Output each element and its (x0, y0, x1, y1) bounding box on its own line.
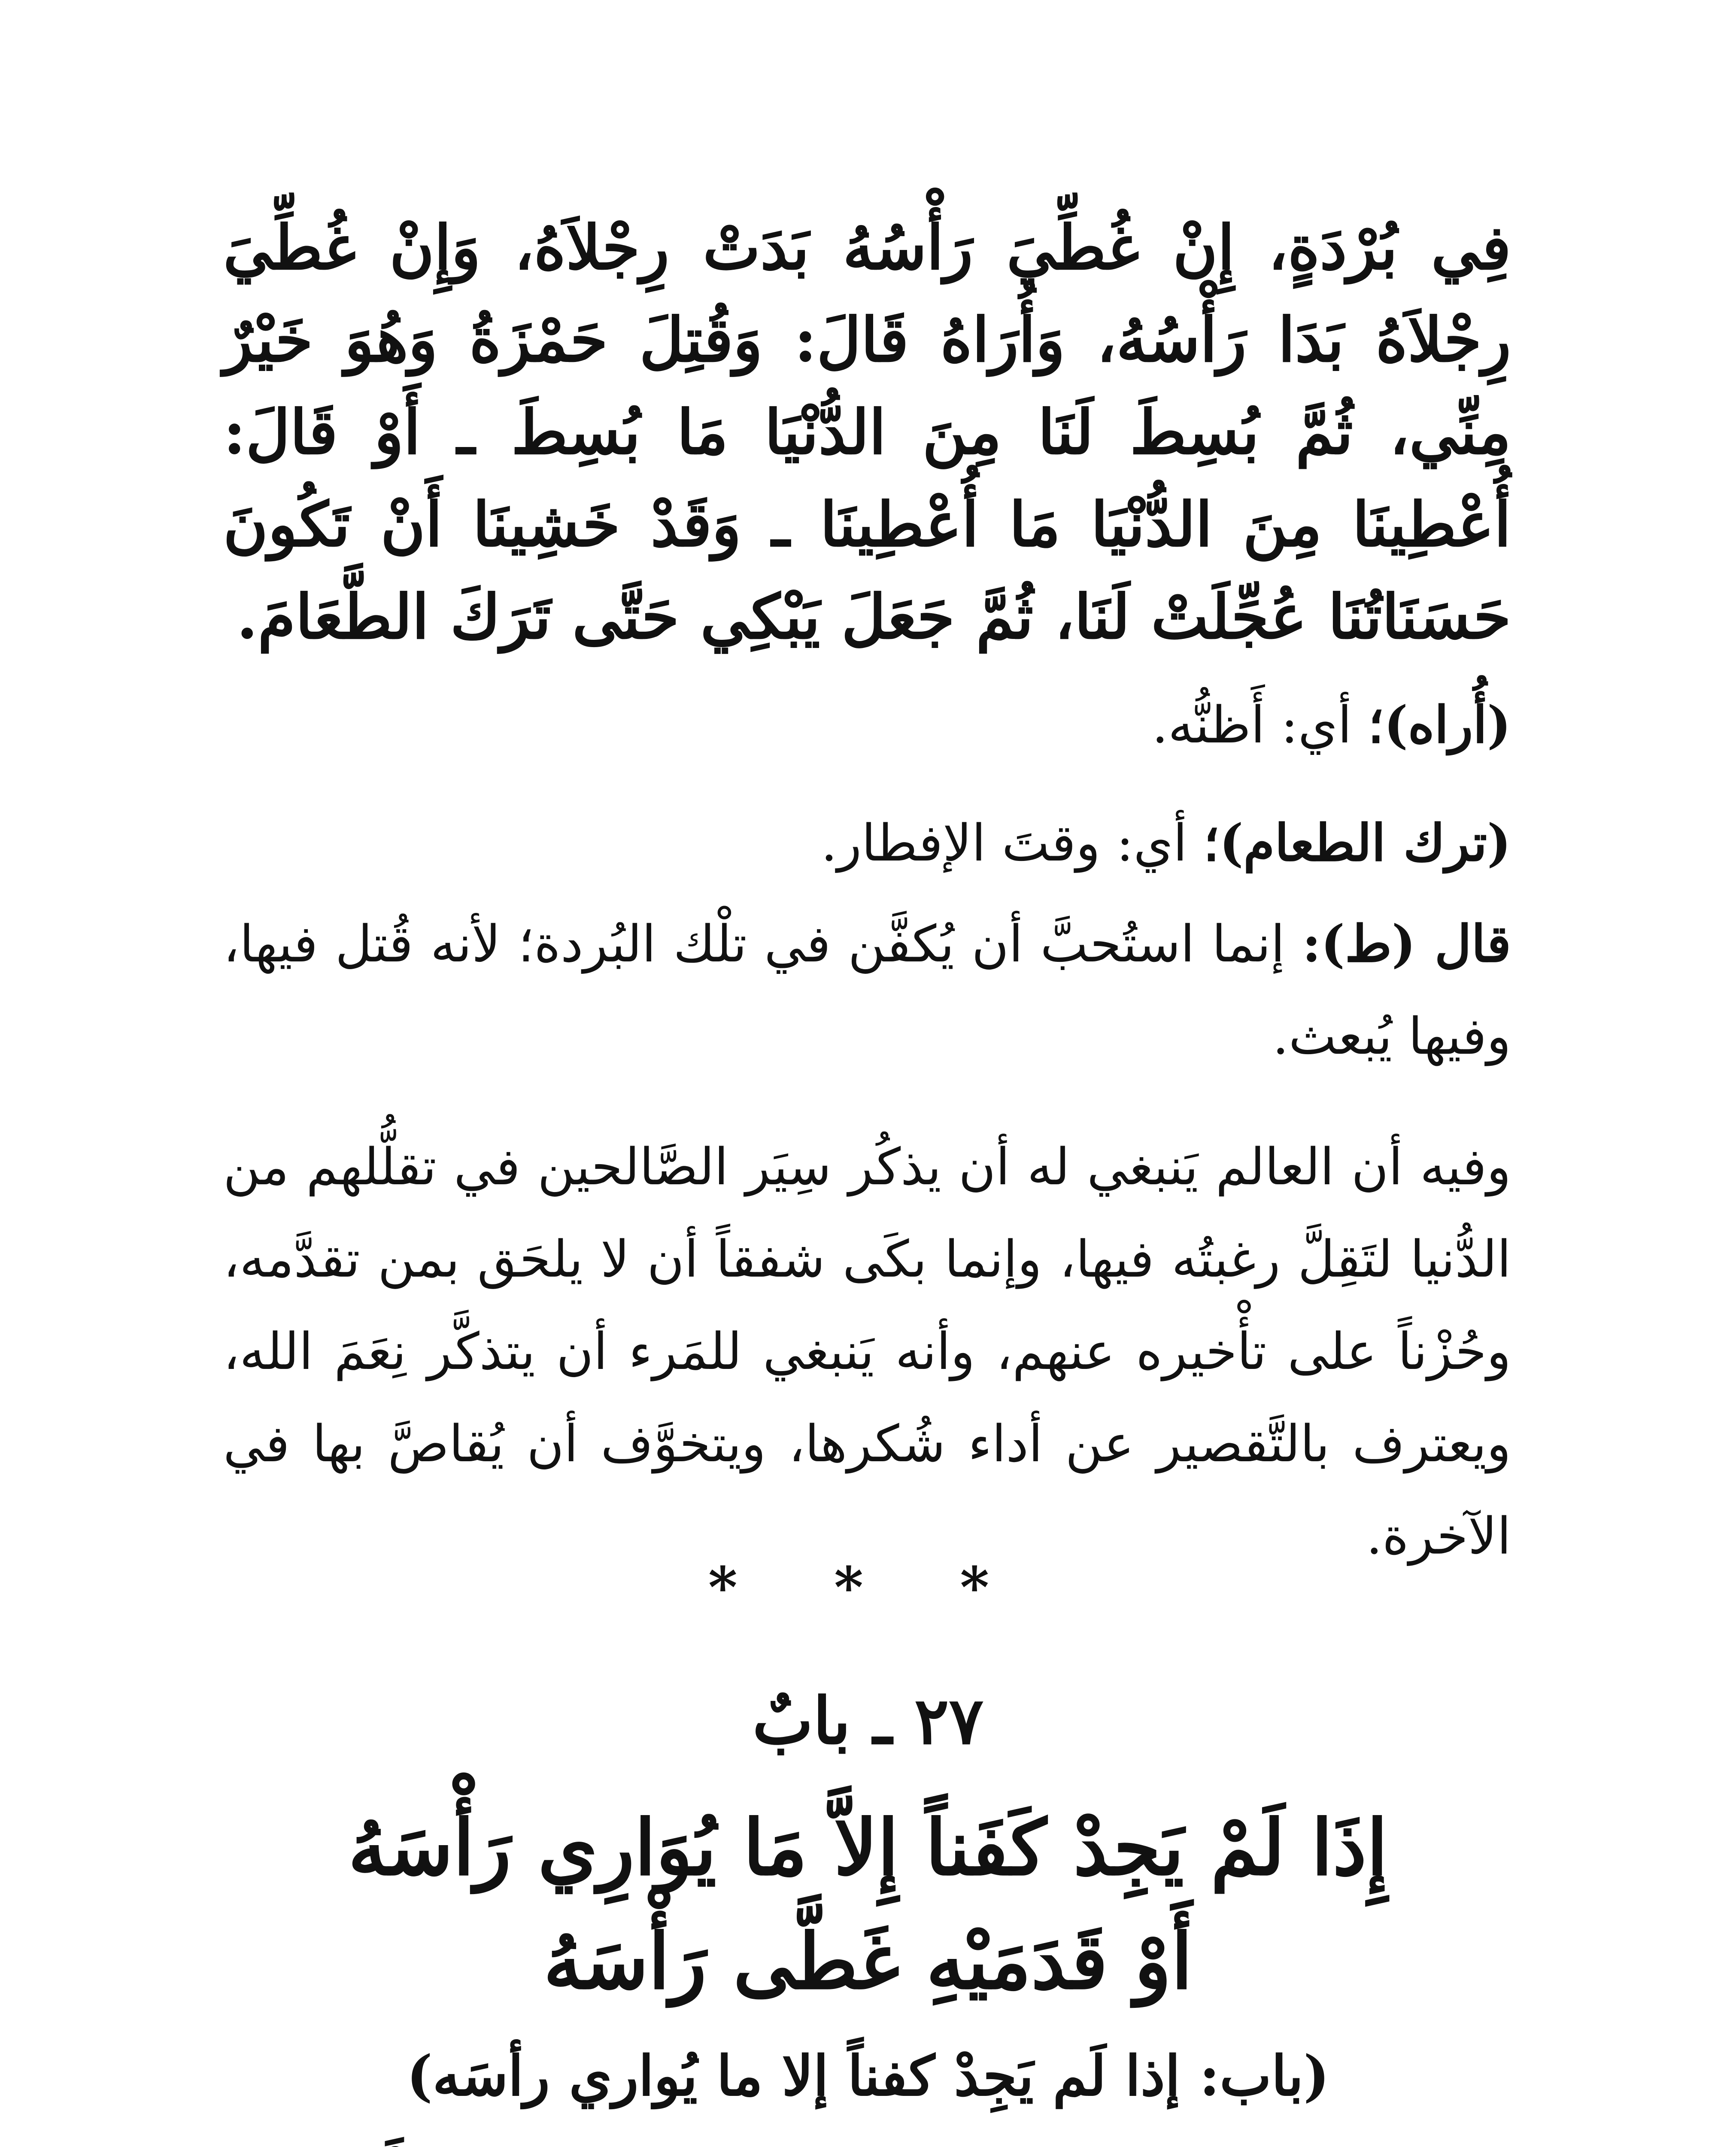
gloss-explanation: أي: أَظنُّه. (1152, 695, 1368, 754)
gloss-tark-altaam (223, 797, 1511, 889)
chapter-number: ٢٧ ـ بابٌ (752, 1683, 984, 1759)
chapter-title-line-1: إِذَا لَمْ يَجِدْ كَفَناً إِلاَّ مَا يُوَارِي رَأْسَهُ (348, 1803, 1388, 1892)
hadith-text-continuation: فِي بُرْدَةٍ، إِنْ غُطِّيَ رَأْسُهُ بَدَتْ رِجْلاَهُ، وَإِنْ غُطِّيَ رِجْلاَهُ بَدَا رَأْسُهُ، وَأُرَاهُ قَالَ: وَقُتِلَ حَمْزَةُ وَهُوَ خَيْرٌ مِنِّي، ثُمَّ بُسِطَ لَنَا مِنَ الدُّنْيَا مَا بُسِطَ ـ أَوْ قَالَ: أُعْطِينَا مِنَ الدُّنْيَا مَا أُعْطِينَا ـ وَقَدْ خَشِينَا أَنْ تَكُونَ حَسَنَاتُنَا عُجِّلَتْ لَنَا، ثُمَّ جَعَلَ يَبْكِي حَتَّى تَرَكَ الطَّعَامَ. (223, 212, 1511, 653)
chapter-subtitle: (باب: إذا لَم يَجِدْ كفناً إلا ما يُواري رأسَه) (407, 2044, 1329, 2108)
commentary-text: إنما استُحبَّ أن يُكفَّن في تلْك البُردة؛ لأنه قُتل فيها، وفيها يُبعث. (223, 914, 1511, 1066)
section-separator: * * * (708, 1554, 1028, 1620)
gloss-term: (ترك الطعام)؛ (1203, 813, 1511, 873)
gloss-term: (أُراه)؛ (1368, 695, 1511, 754)
commentary-attribution: قال (ط): (1302, 914, 1511, 973)
commentary-ta (223, 897, 1511, 1083)
gloss-explanation: أي: وقتَ الإفطار. (821, 813, 1204, 873)
gloss-ura (223, 678, 1511, 771)
fiqh-note-paragraph: وفيه أن العالم يَنبغي له أن يذكُر سِيَر الصَّالحين في تقلُّلهم من الدُّنيا لتَقِلَّ رغبتُه فيها، وإنما بكَى شفقاً أن لا يلحَق بمن تقدَّمه، وحُزْناً على تأْخيره عنهم، وأنه يَنبغي للمَرء أن يتذكَّر نِعَمَ الله، ويعترف بالتَّقصير عن أداء شُكرها، ويتخوَّف أن يُقاصَّ بها في الآخرة. (223, 1137, 1511, 1566)
chapter-title (0, 1791, 1736, 2018)
chapter-title-line-2: أَوْ قَدَمَيْهِ غَطَّى رَأْسَهُ (543, 1916, 1193, 2006)
